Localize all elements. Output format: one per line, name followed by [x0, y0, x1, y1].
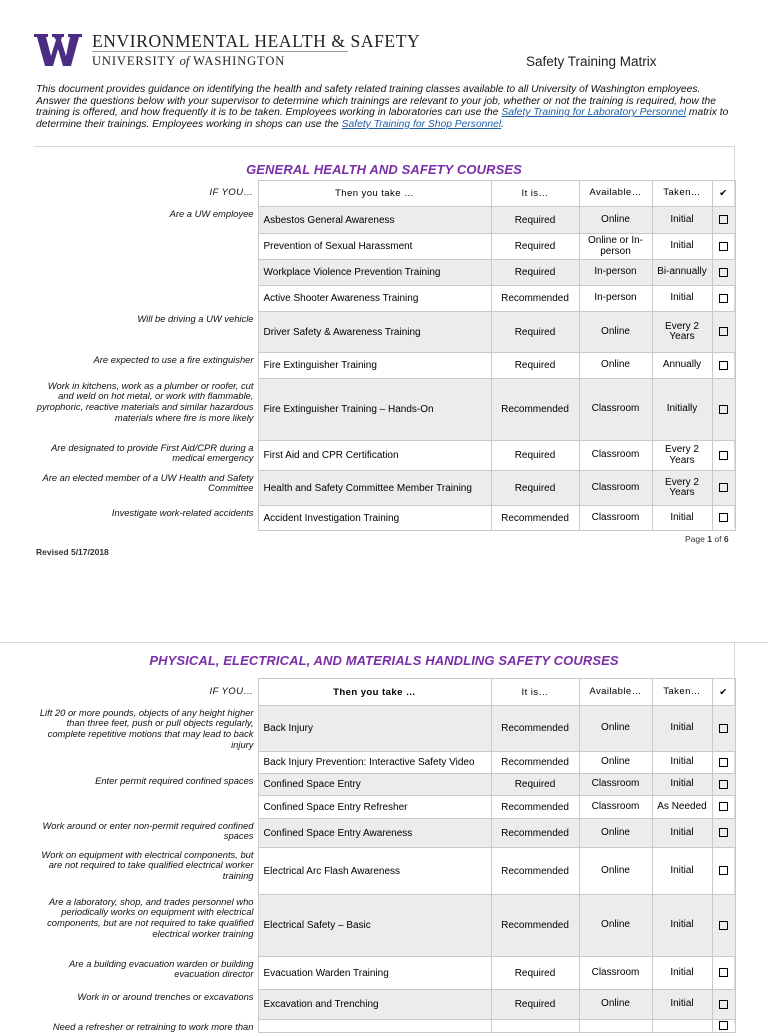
frequency: Initial	[652, 286, 712, 312]
course-name	[258, 1020, 491, 1033]
course-name: Evacuation Warden Training	[258, 957, 491, 990]
if-you-condition: Are a laboratory, shop, and trades personnel who periodically works on equipment with electrical components, but are not required to take qualified electrical worker training	[47, 895, 254, 939]
frequency: Every 2 Years	[652, 441, 712, 471]
completion-checkbox[interactable]	[712, 957, 735, 990]
checkbox-icon[interactable]	[719, 724, 728, 733]
col-if-you: IF YOU…	[209, 187, 254, 199]
availability: Online	[579, 819, 652, 848]
availability: Classroom	[579, 796, 652, 819]
requirement-status: Recommended	[491, 379, 579, 441]
org-divider	[92, 51, 348, 52]
course-name: Electrical Arc Flash Awareness	[258, 848, 491, 895]
course-name: Accident Investigation Training	[258, 506, 491, 531]
table-header-row	[34, 679, 735, 706]
completion-checkbox[interactable]	[712, 312, 735, 353]
checkbox-icon[interactable]	[719, 780, 728, 789]
frequency: As Needed	[652, 796, 712, 819]
section-title-general: GENERAL HEALTH AND SAFETY COURSES	[246, 162, 522, 177]
completion-checkbox[interactable]	[712, 506, 735, 531]
requirement-status: Required	[491, 312, 579, 353]
availability: Classroom	[579, 471, 652, 506]
completion-checkbox[interactable]	[712, 1020, 735, 1033]
if-you-condition: Work in or around trenches or excavations	[77, 990, 254, 1002]
if-you-condition	[34, 286, 258, 312]
availability: Online	[579, 353, 652, 379]
checkbox-icon[interactable]	[719, 1000, 728, 1009]
course-name: Back Injury Prevention: Interactive Safety Video	[258, 752, 491, 774]
course-name: Fire Extinguisher Training	[258, 353, 491, 379]
frequency: Initial	[652, 706, 712, 752]
requirement-status: Required	[491, 441, 579, 471]
requirement-status: Recommended	[491, 706, 579, 752]
table-row	[34, 441, 735, 471]
course-name: Asbestos General Awareness	[258, 207, 491, 234]
if-you-condition: Need a refresher or retraining to work more than	[52, 1020, 254, 1032]
if-you-condition: Will be driving a UW vehicle	[137, 312, 254, 324]
frequency: Initial	[652, 895, 712, 957]
shop-personnel-link[interactable]: Safety Training for Shop Personnel	[341, 118, 502, 130]
requirement-status: Required	[491, 207, 579, 234]
checkmark-icon: ✔	[712, 679, 735, 706]
completion-checkbox[interactable]	[712, 234, 735, 260]
frequency: Initial	[652, 957, 712, 990]
table-row	[34, 379, 735, 441]
completion-checkbox[interactable]	[712, 706, 735, 752]
if-you-condition: Are a UW employee	[169, 207, 254, 219]
checkmark-icon: ✔	[712, 181, 735, 207]
requirement-status: Required	[491, 260, 579, 286]
completion-checkbox[interactable]	[712, 379, 735, 441]
checkbox-icon[interactable]	[719, 327, 728, 336]
table-row	[34, 848, 735, 895]
checkbox-icon[interactable]	[719, 968, 728, 977]
general-courses-table	[34, 180, 736, 531]
availability: Classroom	[579, 957, 652, 990]
frequency: Initial	[652, 848, 712, 895]
course-name: Confined Space Entry	[258, 774, 491, 796]
checkbox-icon[interactable]	[719, 483, 728, 492]
table-row	[34, 990, 735, 1020]
requirement-status: Recommended	[491, 819, 579, 848]
page-gap	[0, 580, 768, 642]
course-name: Confined Space Entry Awareness	[258, 819, 491, 848]
course-name: Electrical Safety – Basic	[258, 895, 491, 957]
requirement-status: Required	[491, 234, 579, 260]
checkbox-icon[interactable]	[719, 405, 728, 414]
completion-checkbox[interactable]	[712, 796, 735, 819]
col-it-is: It is…	[491, 181, 579, 207]
uw-logo-icon	[34, 34, 82, 66]
completion-checkbox[interactable]	[712, 260, 735, 286]
frequency: Initial	[652, 207, 712, 234]
course-name: Back Injury	[258, 706, 491, 752]
frequency: Every 2 Years	[652, 312, 712, 353]
course-name: Driver Safety & Awareness Training	[258, 312, 491, 353]
col-taken: Taken…	[652, 181, 712, 207]
revised-date: Revised 5/17/2018	[36, 547, 109, 557]
course-name: Active Shooter Awareness Training	[258, 286, 491, 312]
frequency: Initially	[652, 379, 712, 441]
availability	[579, 1020, 652, 1033]
page-number: Page 1 of 6	[685, 534, 729, 544]
requirement-status: Required	[491, 990, 579, 1020]
frequency: Initial	[652, 819, 712, 848]
checkbox-icon[interactable]	[719, 802, 728, 811]
table-row	[34, 706, 735, 752]
if-you-condition: Are a building evacuation warden or building evacuation director	[69, 957, 254, 980]
checkbox-icon[interactable]	[719, 294, 728, 303]
if-you-condition: Lift 20 or more pounds, objects of any height higher than three feet, push or pull objects regularly, complete repetitive motions that may lead to back injury	[39, 706, 254, 750]
checkbox-icon[interactable]	[719, 268, 728, 277]
table-row	[34, 506, 735, 531]
if-you-condition: Are an elected member of a UW Health and Safety Committee	[42, 471, 254, 494]
requirement-status: Required	[491, 774, 579, 796]
if-you-condition	[34, 796, 258, 819]
requirement-status: Recommended	[491, 506, 579, 531]
table-row	[34, 353, 735, 379]
completion-checkbox[interactable]	[712, 774, 735, 796]
table-row	[34, 774, 735, 796]
course-name: First Aid and CPR Certification	[258, 441, 491, 471]
availability: Classroom	[579, 774, 652, 796]
availability: Online	[579, 848, 652, 895]
frequency: Annually	[652, 353, 712, 379]
if-you-condition: Work around or enter non-permit required confined spaces	[42, 819, 254, 842]
completion-checkbox[interactable]	[712, 990, 735, 1020]
frequency: Bi-annually	[652, 260, 712, 286]
checkbox-icon[interactable]	[719, 1021, 728, 1030]
completion-checkbox[interactable]	[712, 752, 735, 774]
if-you-condition: Investigate work-related accidents	[111, 506, 254, 518]
availability: Online or In-person	[579, 234, 652, 260]
document-title: Safety Training Matrix	[526, 54, 657, 69]
col-then-take: Then you take …	[258, 679, 491, 706]
availability: In-person	[579, 260, 652, 286]
course-name: Health and Safety Committee Member Training	[258, 471, 491, 506]
table-row	[34, 234, 735, 260]
course-name: Prevention of Sexual Harassment	[258, 234, 491, 260]
availability: Online	[579, 312, 652, 353]
checkbox-icon[interactable]	[719, 215, 728, 224]
checkbox-icon[interactable]	[719, 451, 728, 460]
completion-checkbox[interactable]	[712, 207, 735, 234]
frequency: Every 2 Years	[652, 471, 712, 506]
col-available: Available…	[579, 679, 652, 706]
course-name: Workplace Violence Prevention Training	[258, 260, 491, 286]
table-row	[34, 895, 735, 957]
availability: In-person	[579, 286, 652, 312]
checkbox-icon[interactable]	[719, 513, 728, 522]
col-if-you: IF YOU…	[209, 685, 254, 697]
requirement-status: Recommended	[491, 895, 579, 957]
completion-checkbox[interactable]	[712, 471, 735, 506]
frequency: Initial	[652, 234, 712, 260]
availability: Online	[579, 752, 652, 774]
checkbox-icon[interactable]	[719, 758, 728, 767]
frequency: Initial	[652, 990, 712, 1020]
availability: Classroom	[579, 441, 652, 471]
requirement-status: Required	[491, 353, 579, 379]
availability: Online	[579, 895, 652, 957]
table-row	[34, 207, 735, 234]
checkbox-icon[interactable]	[719, 361, 728, 370]
table-row	[34, 819, 735, 848]
section-title-physical: PHYSICAL, ELECTRICAL, AND MATERIALS HANDLING SAFETY COURSES	[149, 653, 619, 668]
col-taken: Taken…	[652, 679, 712, 706]
table-row	[34, 471, 735, 506]
org-subtitle: UNIVERSITY of WASHINGTON	[92, 54, 286, 68]
requirement-status: Required	[491, 957, 579, 990]
if-you-condition	[34, 752, 258, 774]
table-row	[34, 1020, 735, 1033]
requirement-status: Recommended	[491, 752, 579, 774]
availability: Classroom	[579, 506, 652, 531]
table-row	[34, 312, 735, 353]
completion-checkbox[interactable]	[712, 353, 735, 379]
if-you-condition: Enter permit required confined spaces	[95, 774, 254, 786]
frequency: Initial	[652, 506, 712, 531]
table-row	[34, 752, 735, 774]
intro-paragraph: This document provides guidance on identifying the health and safety related training classes available to all University of Washington employees. Answer the questions below with your supervisor to determine which trainings are relevant to your job, whether or not the training is required, how the training is offered, and how frequently it is to be taken. Employees working in laboratories can use the Safety Training for Laboratory Personnel matrix to determine their trainings. Employees working in shops can use the Safety Training for Shop Personnel.	[36, 84, 729, 130]
checkbox-icon[interactable]	[719, 828, 728, 837]
org-name: ENVIRONMENTAL HEALTH & SAFETY	[92, 31, 421, 51]
table-row	[34, 957, 735, 990]
col-it-is: It is…	[491, 679, 579, 706]
table-row	[34, 796, 735, 819]
if-you-condition	[34, 260, 258, 286]
requirement-status: Recommended	[491, 286, 579, 312]
course-name: Fire Extinguisher Training – Hands-On	[258, 379, 491, 441]
if-you-condition: Are expected to use a fire extinguisher	[93, 353, 254, 365]
table-row	[34, 286, 735, 312]
completion-checkbox[interactable]	[712, 441, 735, 471]
requirement-status	[491, 1020, 579, 1033]
lab-personnel-link[interactable]: Safety Training for Laboratory Personnel	[501, 107, 687, 119]
availability: Online	[579, 207, 652, 234]
requirement-status: Recommended	[491, 848, 579, 895]
requirement-status: Recommended	[491, 796, 579, 819]
availability: Online	[579, 706, 652, 752]
checkbox-icon[interactable]	[719, 242, 728, 251]
if-you-condition	[34, 234, 258, 260]
checkbox-icon[interactable]	[719, 921, 728, 930]
if-you-condition: Work on equipment with electrical components, but are not required to take qualified electrical worker training	[41, 848, 254, 882]
table-header-row	[34, 181, 735, 207]
course-name: Excavation and Trenching	[258, 990, 491, 1020]
table-row	[34, 260, 735, 286]
if-you-condition: Are designated to provide First Aid/CPR during a medical emergency	[51, 441, 254, 464]
frequency: Initial	[652, 752, 712, 774]
frequency: Initial	[652, 774, 712, 796]
availability: Classroom	[579, 379, 652, 441]
requirement-status: Required	[491, 471, 579, 506]
completion-checkbox[interactable]	[712, 895, 735, 957]
completion-checkbox[interactable]	[712, 819, 735, 848]
col-available: Available…	[579, 181, 652, 207]
physical-courses-table	[34, 678, 736, 1033]
availability: Online	[579, 990, 652, 1020]
if-you-condition: Work in kitchens, work as a plumber or roofer, cut and weld on hot metal, or work with flammable, pyrophoric, reactive materials and similar hazardous materials where fire is more likely	[36, 379, 254, 423]
completion-checkbox[interactable]	[712, 848, 735, 895]
completion-checkbox[interactable]	[712, 286, 735, 312]
course-name: Confined Space Entry Refresher	[258, 796, 491, 819]
col-then-take: Then you take …	[258, 181, 491, 207]
checkbox-icon[interactable]	[719, 866, 728, 875]
frequency	[652, 1020, 712, 1033]
